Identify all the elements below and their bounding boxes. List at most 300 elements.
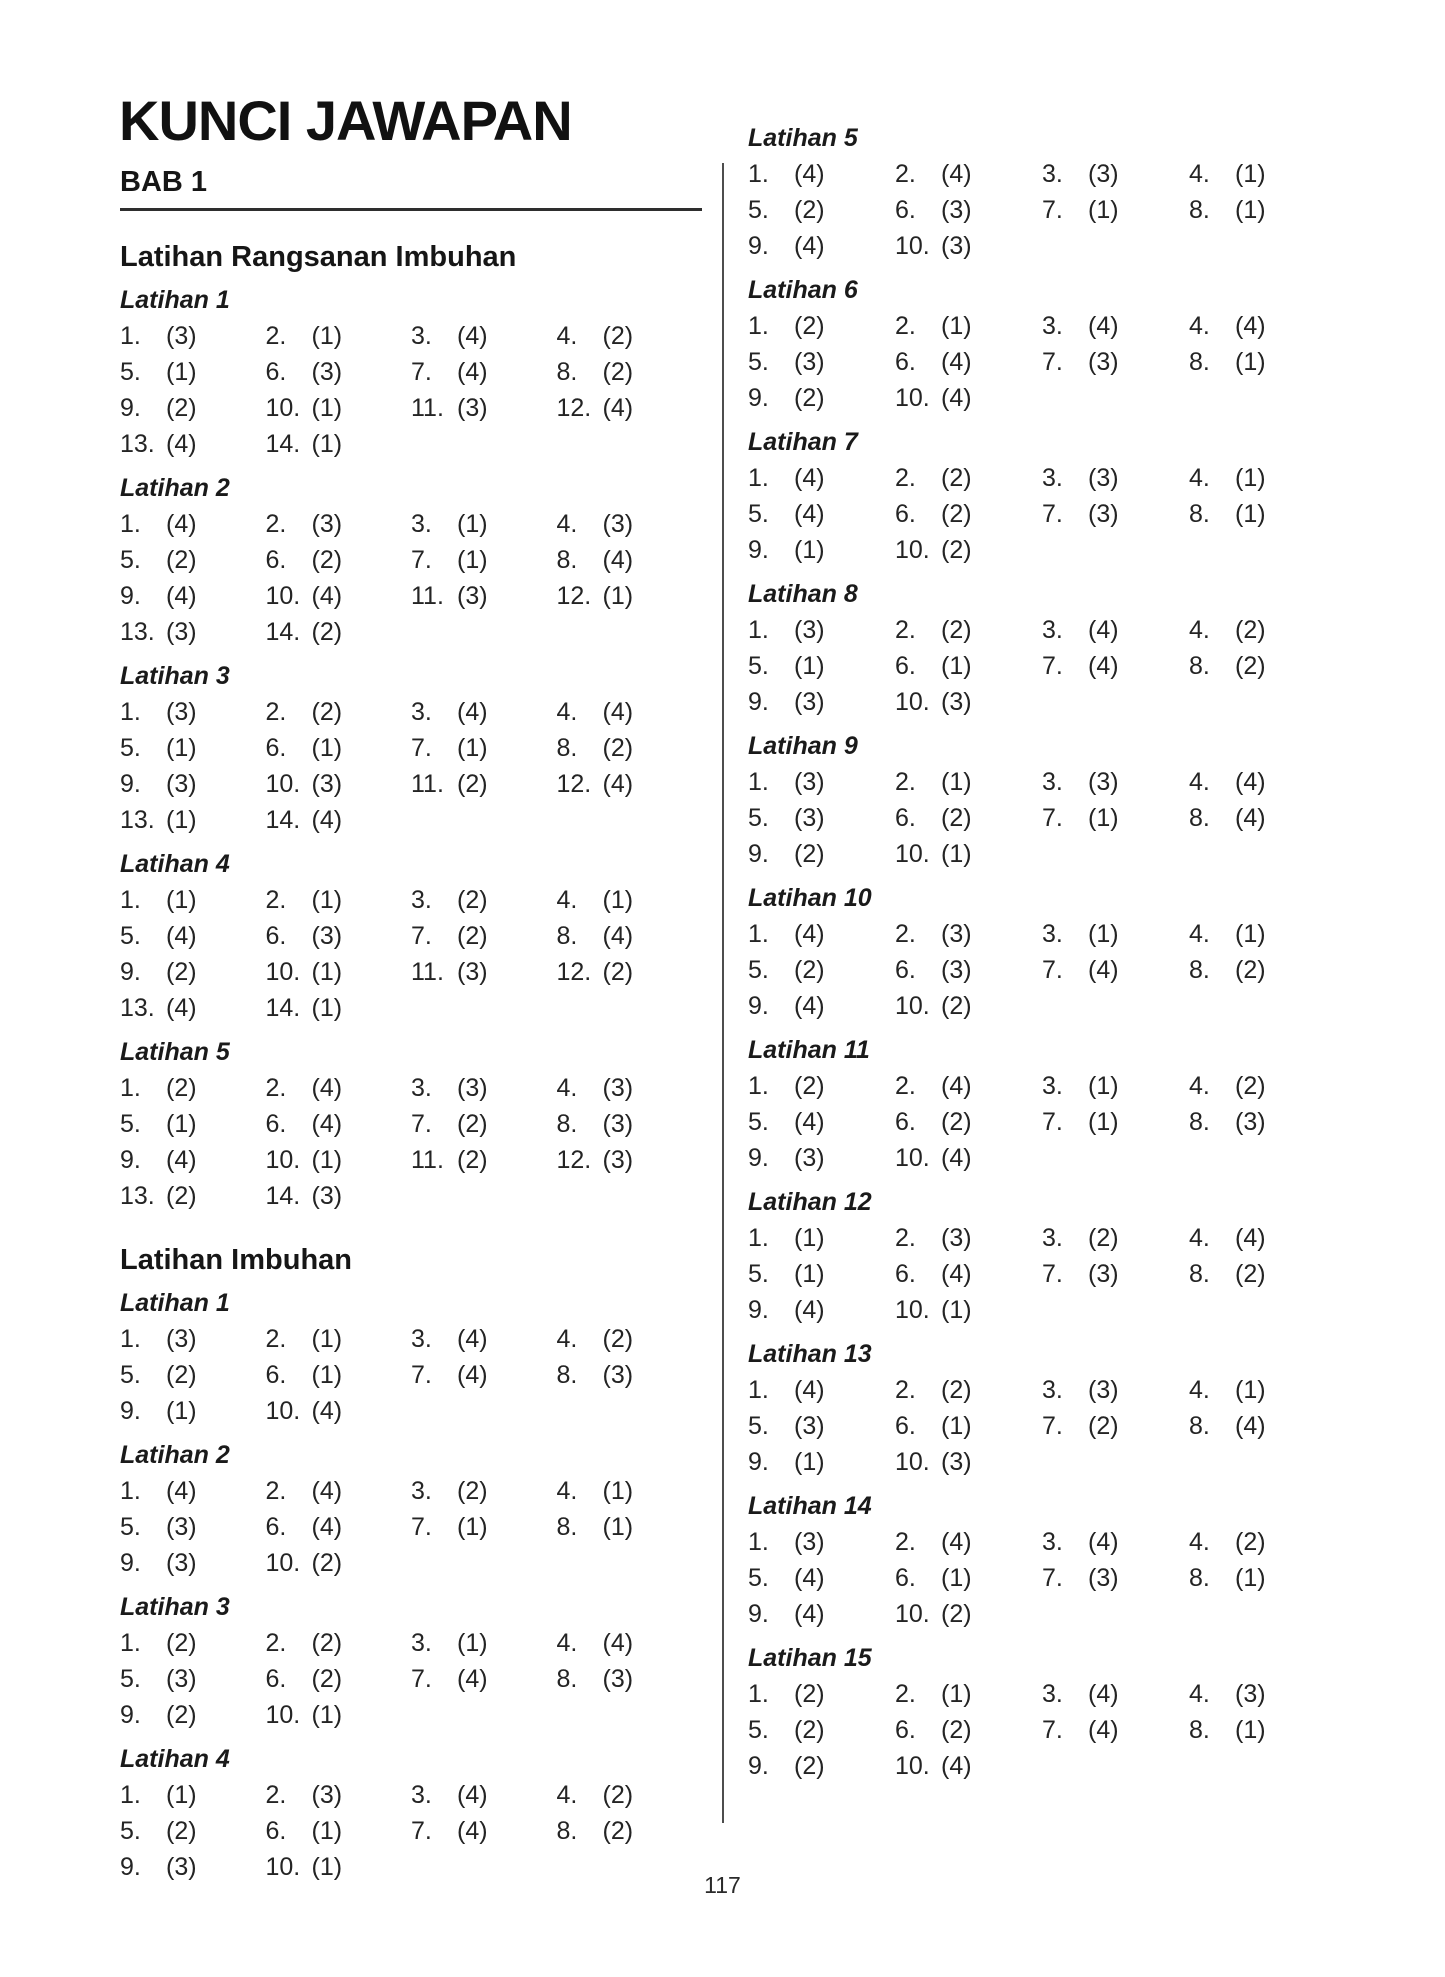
answer-item [120, 730, 266, 766]
answer-item [266, 1473, 412, 1509]
exercise-block [748, 428, 1336, 568]
answer-number: 5. [120, 1110, 141, 1138]
answer-number: 5. [748, 1260, 769, 1288]
answer-item [1042, 916, 1189, 952]
answer-item [1042, 1408, 1189, 1444]
answer-item [411, 1321, 557, 1357]
answer-number: 6. [895, 1564, 916, 1592]
answer-number: 9. [120, 958, 141, 986]
answer-number: 2. [895, 1224, 916, 1252]
answer-number: 3. [411, 886, 432, 914]
answer-item [120, 614, 266, 650]
answer-item [748, 1596, 895, 1632]
answer-number: 9. [748, 232, 769, 260]
answer-number: 11. [411, 770, 444, 798]
answers-grid [748, 1372, 1336, 1480]
answer-number: 6. [265, 734, 287, 762]
answer-item [895, 460, 1042, 496]
exercise-title: Latihan 12 [748, 1188, 872, 1216]
answer-value: (2) [1235, 1528, 1266, 1556]
answer-value: (3) [1235, 1680, 1266, 1708]
answer-value: (2) [602, 1781, 634, 1809]
answer-value: (2) [941, 1108, 972, 1136]
exercise-block [748, 884, 1336, 1024]
answer-value: (4) [941, 160, 972, 188]
page-title: KUNCI JAWAPAN [119, 88, 572, 152]
answer-number: 4. [556, 1629, 578, 1657]
answer-number: 7. [1042, 1716, 1063, 1744]
answer-number: 10. [895, 1752, 930, 1780]
answer-value: (4) [166, 430, 197, 458]
answer-number: 8. [1189, 1716, 1210, 1744]
answer-item [895, 308, 1042, 344]
exercise-block [120, 286, 702, 462]
answer-item [748, 496, 895, 532]
answer-number: 9. [120, 1853, 141, 1881]
exercise-title: Latihan 9 [748, 732, 858, 760]
answer-item [895, 1596, 1042, 1632]
exercise-block [748, 580, 1336, 720]
answer-number: 8. [1189, 956, 1210, 984]
answer-number: 6. [265, 922, 287, 950]
answer-number: 9. [748, 688, 769, 716]
answer-number: 7. [411, 1665, 432, 1693]
answer-item [1189, 460, 1336, 496]
answer-item [1189, 1068, 1336, 1104]
answer-number: 1. [120, 1781, 141, 1809]
answer-number: 7. [1042, 1260, 1063, 1288]
answer-number: 1. [748, 616, 769, 644]
answer-value: (3) [602, 1361, 634, 1389]
answer-number: 3. [411, 322, 432, 350]
exercise-title: Latihan 2 [120, 1441, 230, 1469]
answer-item [1042, 648, 1189, 684]
answer-item [1042, 308, 1189, 344]
answer-value: (4) [166, 1477, 197, 1505]
answer-item [120, 426, 266, 462]
answer-value: (1) [1088, 1072, 1119, 1100]
answer-value: (4) [794, 920, 825, 948]
answer-number: 7. [411, 1817, 432, 1845]
answer-number: 7. [411, 358, 432, 386]
answer-number: 2. [265, 1781, 287, 1809]
answers-grid [120, 694, 702, 838]
answer-value: (4) [602, 698, 634, 726]
answer-value: (4) [1088, 956, 1119, 984]
answer-item [557, 1509, 703, 1545]
answer-value: (1) [311, 1701, 343, 1729]
answer-value: (4) [166, 1146, 197, 1174]
exercise-list [120, 286, 702, 1214]
answer-number: 3. [411, 1477, 432, 1505]
answer-item [557, 918, 703, 954]
answer-number: 14. [265, 1182, 301, 1210]
answer-value: (4) [1235, 804, 1266, 832]
answer-item [557, 882, 703, 918]
answer-value: (1) [166, 358, 197, 386]
answer-number: 12. [556, 958, 592, 986]
answer-item [1189, 344, 1336, 380]
answer-item [120, 1813, 266, 1849]
answer-value: (4) [1235, 768, 1266, 796]
answer-number: 3. [411, 698, 432, 726]
answer-number: 4. [1189, 312, 1210, 340]
answer-value: (4) [457, 1817, 488, 1845]
answer-value: (2) [311, 546, 343, 574]
answer-item [120, 694, 266, 730]
answer-value: (4) [941, 1072, 972, 1100]
answer-item [120, 1545, 266, 1581]
answer-item [895, 988, 1042, 1024]
answer-number: 2. [265, 1325, 287, 1353]
answer-value: (2) [794, 384, 825, 412]
answer-number: 1. [120, 1325, 141, 1353]
section-title: Latihan Rangsanan Imbuhan [120, 241, 517, 273]
answer-item [411, 766, 557, 802]
answer-value: (1) [794, 1260, 825, 1288]
answer-value: (3) [1088, 768, 1119, 796]
exercise-block [120, 1745, 702, 1885]
answer-number: 5. [120, 358, 141, 386]
answer-item [557, 1777, 703, 1813]
answer-item [1189, 1524, 1336, 1560]
answer-number: 9. [748, 840, 769, 868]
answer-value: (2) [166, 1074, 197, 1102]
answer-item [748, 764, 895, 800]
answer-item [1189, 1560, 1336, 1596]
answers-grid [748, 308, 1336, 416]
answer-value: (2) [794, 1752, 825, 1780]
answer-item [748, 1292, 895, 1328]
answer-value: (3) [1088, 160, 1119, 188]
answer-item [266, 918, 412, 954]
answer-value: (2) [941, 992, 972, 1020]
answer-number: 13. [120, 618, 155, 646]
answer-number: 2. [265, 698, 287, 726]
answer-number: 7. [411, 734, 432, 762]
answer-value: (1) [794, 1224, 825, 1252]
answer-number: 10. [265, 1146, 301, 1174]
answer-item [895, 156, 1042, 192]
answer-number: 3. [411, 1781, 432, 1809]
answer-number: 10. [265, 1701, 301, 1729]
answer-value: (3) [794, 688, 825, 716]
answer-value: (4) [1235, 312, 1266, 340]
answer-number: 3. [1042, 464, 1063, 492]
answer-item [748, 1220, 895, 1256]
answer-item [411, 390, 557, 426]
answer-number: 6. [265, 1665, 287, 1693]
answer-number: 3. [411, 1325, 432, 1353]
answer-number: 8. [1189, 1108, 1210, 1136]
answer-item [557, 766, 703, 802]
answer-number: 7. [1042, 956, 1063, 984]
answers-grid [748, 460, 1336, 568]
answer-item [557, 730, 703, 766]
answer-value: (3) [1088, 348, 1119, 376]
answer-value: (4) [602, 770, 634, 798]
answer-number: 2. [895, 1528, 916, 1556]
answer-item [411, 506, 557, 542]
answer-value: (2) [457, 886, 488, 914]
answer-number: 3. [1042, 312, 1063, 340]
exercise-title: Latihan 11 [748, 1036, 870, 1064]
answer-value: (2) [311, 1629, 343, 1657]
answer-value: (3) [166, 770, 197, 798]
answer-number: 5. [120, 1361, 141, 1389]
answer-item [557, 354, 703, 390]
answer-item [748, 308, 895, 344]
answer-item [895, 532, 1042, 568]
answer-number: 2. [265, 1477, 287, 1505]
answer-item [266, 614, 412, 650]
answer-item [895, 1068, 1042, 1104]
answer-number: 2. [265, 886, 287, 914]
answer-item [895, 1220, 1042, 1256]
exercise-block [748, 1340, 1336, 1480]
answer-number: 11. [411, 1146, 444, 1174]
answer-number: 4. [1189, 464, 1210, 492]
answer-value: (2) [166, 958, 197, 986]
answer-value: (1) [311, 886, 343, 914]
answer-item [266, 766, 412, 802]
answer-value: (2) [602, 322, 634, 350]
answer-value: (2) [166, 1182, 197, 1210]
answer-item [748, 1068, 895, 1104]
answer-value: (3) [1088, 1376, 1119, 1404]
answer-item [411, 318, 557, 354]
answer-number: 12. [556, 1146, 592, 1174]
answer-value: (1) [311, 430, 343, 458]
answer-value: (3) [166, 698, 197, 726]
exercise-title: Latihan 3 [120, 662, 230, 690]
answer-value: (3) [311, 1781, 343, 1809]
answer-number: 10. [895, 840, 930, 868]
answer-item [266, 1070, 412, 1106]
answer-value: (3) [602, 1146, 634, 1174]
answer-value: (1) [941, 652, 972, 680]
answer-value: (1) [1235, 1716, 1266, 1744]
answer-number: 13. [120, 994, 155, 1022]
answer-number: 8. [556, 1361, 578, 1389]
answer-value: (4) [794, 992, 825, 1020]
answer-value: (1) [602, 1513, 634, 1541]
answer-number: 4. [1189, 1680, 1210, 1708]
exercise-title: Latihan 5 [120, 1038, 230, 1066]
answer-value: (2) [166, 1361, 197, 1389]
answer-item [120, 1509, 266, 1545]
answer-item [748, 648, 895, 684]
answer-value: (2) [311, 698, 343, 726]
answer-item [411, 954, 557, 990]
answer-item [266, 954, 412, 990]
answer-number: 13. [120, 806, 155, 834]
answer-number: 4. [1189, 616, 1210, 644]
answer-number: 7. [411, 1110, 432, 1138]
answer-item [266, 990, 412, 1026]
answer-number: 14. [265, 430, 301, 458]
answer-value: (3) [166, 1549, 197, 1577]
answer-item [120, 918, 266, 954]
answer-number: 1. [748, 464, 769, 492]
answer-value: (3) [1088, 1564, 1119, 1592]
answer-number: 10. [265, 1397, 301, 1425]
answer-value: (3) [457, 582, 488, 610]
answer-value: (2) [1235, 1072, 1266, 1100]
answer-item [557, 694, 703, 730]
answer-value: (4) [457, 698, 488, 726]
answer-item [120, 1473, 266, 1509]
answer-item [895, 192, 1042, 228]
answer-number: 1. [120, 510, 141, 538]
answer-item [411, 1473, 557, 1509]
answer-number: 3. [1042, 1072, 1063, 1100]
answer-value: (4) [602, 922, 634, 950]
answer-number: 10. [895, 1448, 930, 1476]
answer-value: (2) [166, 1817, 197, 1845]
answer-number: 8. [556, 1110, 578, 1138]
exercise-block [120, 1441, 702, 1581]
answer-number: 10. [265, 958, 301, 986]
exercise-block [748, 1036, 1336, 1176]
answer-value: (1) [311, 994, 343, 1022]
exercise-block [120, 662, 702, 838]
answer-number: 1. [748, 1224, 769, 1252]
answer-value: (1) [602, 886, 634, 914]
answer-item [1042, 1104, 1189, 1140]
answer-item [1042, 1676, 1189, 1712]
answer-item [895, 1560, 1042, 1596]
answer-value: (3) [941, 1224, 972, 1252]
answer-item [266, 354, 412, 390]
answer-item [895, 612, 1042, 648]
answer-value: (4) [1088, 1716, 1119, 1744]
answer-value: (4) [794, 232, 825, 260]
answer-item [748, 1372, 895, 1408]
answer-item [895, 380, 1042, 416]
answers-grid [748, 1220, 1336, 1328]
answer-number: 8. [556, 734, 578, 762]
answer-item [557, 1473, 703, 1509]
answer-item [748, 532, 895, 568]
answer-item [120, 802, 266, 838]
answer-value: (4) [602, 394, 634, 422]
answer-number: 9. [120, 1397, 141, 1425]
answer-value: (4) [941, 348, 972, 376]
answer-number: 6. [265, 1513, 287, 1541]
answer-item [748, 1256, 895, 1292]
answer-item [411, 918, 557, 954]
answer-value: (2) [794, 1716, 825, 1744]
answer-number: 8. [556, 358, 578, 386]
answer-number: 13. [120, 430, 155, 458]
answer-number: 6. [895, 348, 916, 376]
exercise-block [748, 1644, 1336, 1784]
answer-value: (3) [1088, 464, 1119, 492]
answer-item [120, 1070, 266, 1106]
answer-number: 9. [120, 1701, 141, 1729]
answer-item [895, 764, 1042, 800]
answer-number: 9. [748, 1600, 769, 1628]
answer-value: (2) [311, 1665, 343, 1693]
answer-number: 8. [556, 922, 578, 950]
answer-item [411, 1142, 557, 1178]
answer-item [557, 1661, 703, 1697]
answer-item [411, 882, 557, 918]
answer-number: 4. [556, 1781, 578, 1809]
answer-item [1042, 612, 1189, 648]
answer-item [411, 542, 557, 578]
answer-value: (3) [941, 1448, 972, 1476]
answer-number: 5. [748, 1412, 769, 1440]
answer-number: 7. [1042, 804, 1063, 832]
answer-value: (1) [941, 840, 972, 868]
answer-item [120, 1142, 266, 1178]
answer-number: 7. [1042, 1108, 1063, 1136]
answer-number: 3. [1042, 768, 1063, 796]
answer-value: (3) [794, 768, 825, 796]
answer-item [266, 506, 412, 542]
answer-item [120, 1393, 266, 1429]
answer-item [1042, 156, 1189, 192]
answer-number: 5. [748, 1108, 769, 1136]
answer-item [748, 1140, 895, 1176]
answer-value: (2) [602, 734, 634, 762]
answer-value: (2) [941, 1716, 972, 1744]
answer-number: 1. [120, 698, 141, 726]
answer-number: 5. [748, 1564, 769, 1592]
answer-number: 6. [895, 1716, 916, 1744]
answer-item [266, 1106, 412, 1142]
answer-item [411, 1070, 557, 1106]
answer-item [895, 952, 1042, 988]
answer-value: (1) [794, 536, 825, 564]
answer-number: 7. [411, 922, 432, 950]
answer-number: 8. [1189, 1412, 1210, 1440]
answer-value: (4) [794, 1600, 825, 1628]
answer-number: 5. [748, 500, 769, 528]
answer-number: 1. [748, 1072, 769, 1100]
exercise-block [120, 474, 702, 650]
answer-value: (1) [1235, 500, 1266, 528]
answer-number: 1. [120, 886, 141, 914]
answer-value: (1) [794, 1448, 825, 1476]
answer-number: 3. [411, 510, 432, 538]
answer-value: (3) [941, 232, 972, 260]
answer-value: (2) [457, 1146, 488, 1174]
answer-item [120, 1178, 266, 1214]
answer-value: (3) [457, 1074, 488, 1102]
answer-item [266, 542, 412, 578]
answer-value: (1) [941, 312, 972, 340]
answer-number: 2. [265, 322, 287, 350]
exercise-title: Latihan 13 [748, 1340, 872, 1368]
answer-item [748, 1444, 895, 1480]
answer-item [557, 1357, 703, 1393]
answer-value: (1) [166, 886, 197, 914]
answer-value: (1) [1088, 196, 1119, 224]
answer-value: (2) [794, 956, 825, 984]
answer-item [557, 542, 703, 578]
answer-value: (3) [166, 1325, 197, 1353]
answer-item [411, 1777, 557, 1813]
answer-value: (2) [1235, 616, 1266, 644]
answer-value: (3) [1088, 500, 1119, 528]
answer-item [748, 916, 895, 952]
answer-number: 4. [556, 698, 578, 726]
answer-item [895, 496, 1042, 532]
answer-value: (1) [1235, 464, 1266, 492]
